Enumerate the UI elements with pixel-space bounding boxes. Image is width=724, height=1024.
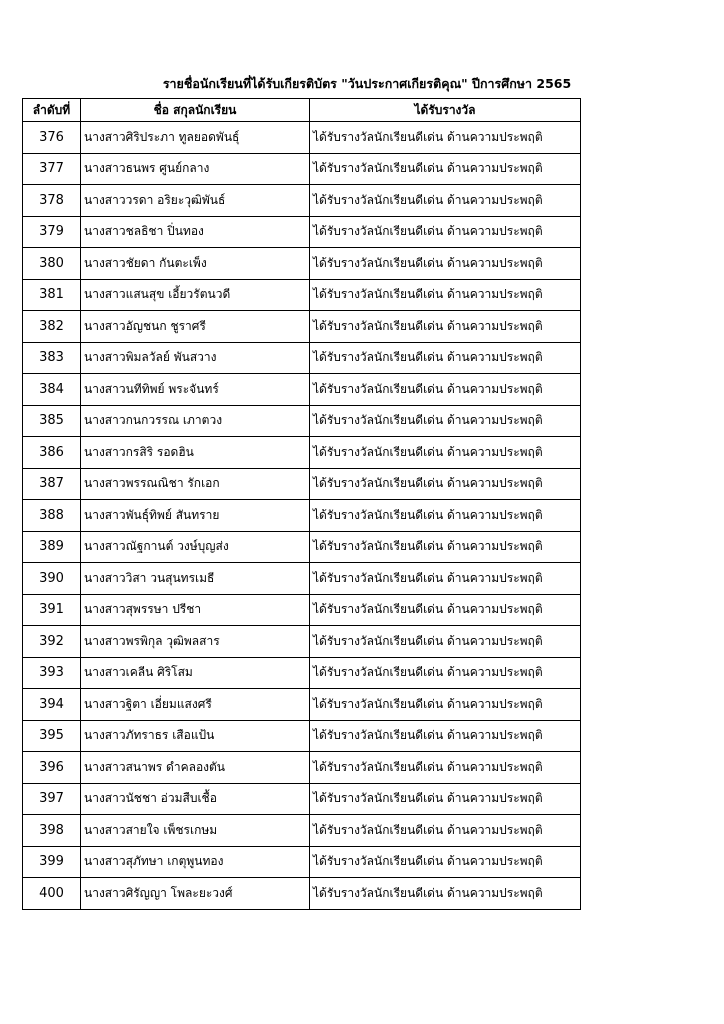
award-text: ได้รับรางวัลนักเรียนดีเด่น ด้านความประพฤติ bbox=[310, 531, 581, 563]
student-name: นางสาวพรรณณิชา รักเอก bbox=[81, 468, 310, 500]
student-name: นางสาวสุพรรษา ปรีชา bbox=[81, 594, 310, 626]
student-name: นางสาววรดา อริยะวุฒิพันธ์ bbox=[81, 185, 310, 217]
student-name: นางสาวพันธุ์ทิพย์ สันทราย bbox=[81, 500, 310, 532]
award-text: ได้รับรางวัลนักเรียนดีเด่น ด้านความประพฤติ bbox=[310, 248, 581, 280]
award-text: ได้รับรางวัลนักเรียนดีเด่น ด้านความประพฤติ bbox=[310, 752, 581, 784]
student-name: นางสาวฐิตา เอี่ยมแสงศรี bbox=[81, 689, 310, 721]
award-text: ได้รับรางวัลนักเรียนดีเด่น ด้านความประพฤติ bbox=[310, 342, 581, 374]
award-text: ได้รับรางวัลนักเรียนดีเด่น ด้านความประพฤติ bbox=[310, 405, 581, 437]
row-number: 397 bbox=[23, 783, 81, 815]
table-row bbox=[23, 405, 581, 437]
student-name: นางสาวนัชชา อ่วมสืบเชื้อ bbox=[81, 783, 310, 815]
student-name: นางสาวสนาพร ดำคลองตัน bbox=[81, 752, 310, 784]
header-no: ลำดับที่ bbox=[23, 99, 81, 122]
row-number: 387 bbox=[23, 468, 81, 500]
row-number: 400 bbox=[23, 878, 81, 910]
student-name: นางสาววิสา วนสุนทรเมธี bbox=[81, 563, 310, 595]
row-number: 376 bbox=[23, 122, 81, 154]
table-row bbox=[23, 815, 581, 847]
student-name: นางสาวศิริประภา ทูลยอดพันธุ์ bbox=[81, 122, 310, 154]
table-row bbox=[23, 752, 581, 784]
award-text: ได้รับรางวัลนักเรียนดีเด่น ด้านความประพฤติ bbox=[310, 783, 581, 815]
student-name: นางสาวสุภัทษา เกตุพูนทอง bbox=[81, 846, 310, 878]
award-text: ได้รับรางวัลนักเรียนดีเด่น ด้านความประพฤติ bbox=[310, 626, 581, 658]
table-row bbox=[23, 500, 581, 532]
award-text: ได้รับรางวัลนักเรียนดีเด่น ด้านความประพฤติ bbox=[310, 468, 581, 500]
student-name: นางสาวศิรัญญา โพละยะวงศ์ bbox=[81, 878, 310, 910]
row-number: 388 bbox=[23, 500, 81, 532]
student-name: นางสาวอัญชนก ชูราศรี bbox=[81, 311, 310, 343]
table-body bbox=[23, 122, 581, 910]
award-text: ได้รับรางวัลนักเรียนดีเด่น ด้านความประพฤติ bbox=[310, 153, 581, 185]
table-row bbox=[23, 689, 581, 721]
table-row bbox=[23, 531, 581, 563]
table-row bbox=[23, 720, 581, 752]
row-number: 377 bbox=[23, 153, 81, 185]
table-row bbox=[23, 374, 581, 406]
row-number: 394 bbox=[23, 689, 81, 721]
award-text: ได้รับรางวัลนักเรียนดีเด่น ด้านความประพฤติ bbox=[310, 657, 581, 689]
row-number: 395 bbox=[23, 720, 81, 752]
student-name: นางสาวณัฐกานต์ วงษ์บุญส่ง bbox=[81, 531, 310, 563]
table-row bbox=[23, 657, 581, 689]
award-text: ได้รับรางวัลนักเรียนดีเด่น ด้านความประพฤติ bbox=[310, 689, 581, 721]
student-name: นางสาวแสนสุข เอี้ยวรัตนวดี bbox=[81, 279, 310, 311]
student-name: นางสาวเคลีน ศิริโสม bbox=[81, 657, 310, 689]
row-number: 396 bbox=[23, 752, 81, 784]
table-row bbox=[23, 437, 581, 469]
award-text: ได้รับรางวัลนักเรียนดีเด่น ด้านความประพฤติ bbox=[310, 594, 581, 626]
table-row bbox=[23, 185, 581, 217]
award-text: ได้รับรางวัลนักเรียนดีเด่น ด้านความประพฤติ bbox=[310, 720, 581, 752]
award-text: ได้รับรางวัลนักเรียนดีเด่น ด้านความประพฤติ bbox=[310, 437, 581, 469]
row-number: 390 bbox=[23, 563, 81, 595]
student-name: นางสาวชัยดา กันตะเพ็ง bbox=[81, 248, 310, 280]
row-number: 381 bbox=[23, 279, 81, 311]
row-number: 385 bbox=[23, 405, 81, 437]
row-number: 393 bbox=[23, 657, 81, 689]
student-name: นางสาวสายใจ เพ็ชรเกษม bbox=[81, 815, 310, 847]
award-text: ได้รับรางวัลนักเรียนดีเด่น ด้านความประพฤติ bbox=[310, 846, 581, 878]
table-row bbox=[23, 216, 581, 248]
student-name: นางสาวภัทราธร เสือแป้น bbox=[81, 720, 310, 752]
student-name: นางสาวธนพร ศูนย์กลาง bbox=[81, 153, 310, 185]
table-row bbox=[23, 342, 581, 374]
row-number: 384 bbox=[23, 374, 81, 406]
award-text: ได้รับรางวัลนักเรียนดีเด่น ด้านความประพฤติ bbox=[310, 279, 581, 311]
row-number: 386 bbox=[23, 437, 81, 469]
table-row bbox=[23, 468, 581, 500]
row-number: 378 bbox=[23, 185, 81, 217]
student-name: นางสาวกรสิริ รอดฮิน bbox=[81, 437, 310, 469]
row-number: 389 bbox=[23, 531, 81, 563]
student-name: นางสาวนทีทิพย์ พระจันทร์ bbox=[81, 374, 310, 406]
student-name: นางสาวชลธิชา ปิ่นทอง bbox=[81, 216, 310, 248]
table-row bbox=[23, 783, 581, 815]
row-number: 382 bbox=[23, 311, 81, 343]
row-number: 391 bbox=[23, 594, 81, 626]
award-text: ได้รับรางวัลนักเรียนดีเด่น ด้านความประพฤติ bbox=[310, 878, 581, 910]
table-row bbox=[23, 311, 581, 343]
table-row bbox=[23, 279, 581, 311]
table-row bbox=[23, 878, 581, 910]
student-name: นางสาวกนกวรรณ เภาตวง bbox=[81, 405, 310, 437]
header-name: ชื่อ สกุลนักเรียน bbox=[81, 99, 310, 122]
row-number: 398 bbox=[23, 815, 81, 847]
student-name: นางสาวพรพิกุล วุฒิพลสาร bbox=[81, 626, 310, 658]
award-text: ได้รับรางวัลนักเรียนดีเด่น ด้านความประพฤติ bbox=[310, 563, 581, 595]
award-text: ได้รับรางวัลนักเรียนดีเด่น ด้านความประพฤติ bbox=[310, 311, 581, 343]
row-number: 399 bbox=[23, 846, 81, 878]
row-number: 392 bbox=[23, 626, 81, 658]
table-row bbox=[23, 846, 581, 878]
table-row bbox=[23, 248, 581, 280]
student-name: นางสาวพิมลวัลย์ พันสวาง bbox=[81, 342, 310, 374]
table-header-row bbox=[23, 99, 581, 122]
award-text: ได้รับรางวัลนักเรียนดีเด่น ด้านความประพฤติ bbox=[310, 815, 581, 847]
award-text: ได้รับรางวัลนักเรียนดีเด่น ด้านความประพฤติ bbox=[310, 374, 581, 406]
award-text: ได้รับรางวัลนักเรียนดีเด่น ด้านความประพฤติ bbox=[310, 216, 581, 248]
award-text: ได้รับรางวัลนักเรียนดีเด่น ด้านความประพฤติ bbox=[310, 122, 581, 154]
row-number: 380 bbox=[23, 248, 81, 280]
awards-table bbox=[22, 98, 581, 910]
table-row bbox=[23, 594, 581, 626]
row-number: 379 bbox=[23, 216, 81, 248]
award-text: ได้รับรางวัลนักเรียนดีเด่น ด้านความประพฤติ bbox=[310, 185, 581, 217]
table-row bbox=[23, 153, 581, 185]
award-text: ได้รับรางวัลนักเรียนดีเด่น ด้านความประพฤติ bbox=[310, 500, 581, 532]
header-award: ได้รับรางวัล bbox=[310, 99, 581, 122]
page-title: รายชื่อนักเรียนที่ได้รับเกียรติบัตร "วันประกาศเกียรติคุณ" ปีการศึกษา 2565 bbox=[162, 76, 572, 91]
table-row bbox=[23, 122, 581, 154]
table-row bbox=[23, 563, 581, 595]
row-number: 383 bbox=[23, 342, 81, 374]
table-row bbox=[23, 626, 581, 658]
